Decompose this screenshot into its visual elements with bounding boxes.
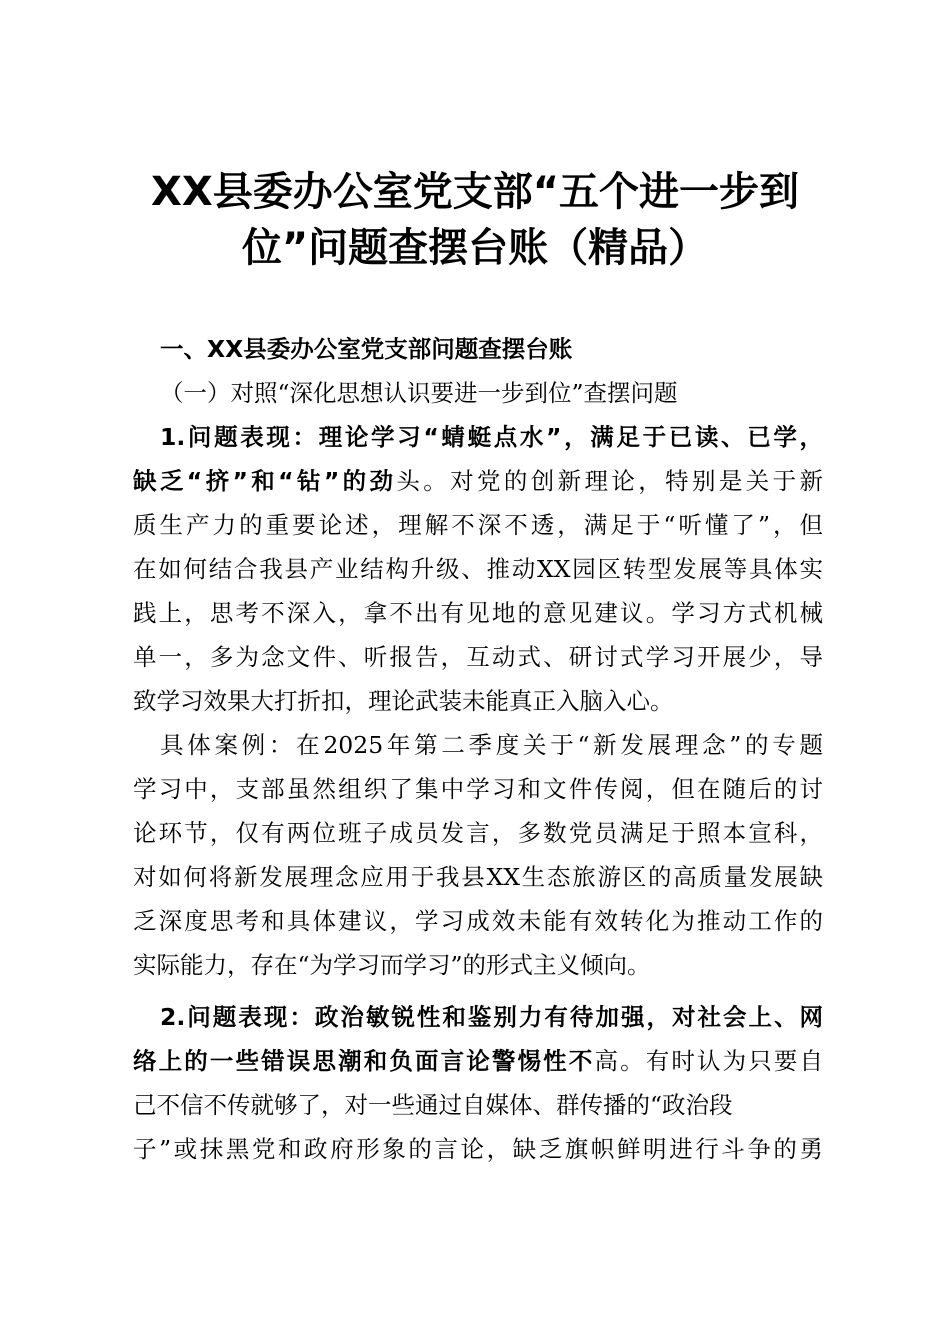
case1-line-3: 论环节，仅有两位班子成员发言，多数党员满足于照本宣科， xyxy=(133,819,823,847)
item1-line-7: 致学习效果大打折扣，理论武装未能真正入脑入心。 xyxy=(133,687,674,715)
item1-line-6: 单一，多为念文件、听报告，互动式、研讨式学习开展少，导 xyxy=(133,643,823,671)
item1-line-1 xyxy=(160,415,823,459)
item1-bold-text: 理论学习“蜻蜓点水”，满足于已读、已学， xyxy=(318,423,824,451)
item2-line-3: 己不信不传就够了，对一些通过自媒体、群传播的“政治段 xyxy=(133,1091,733,1119)
subsection-heading: （一）对照“深化思想认识要进一步到位”查摆问题 xyxy=(160,379,678,407)
section-heading: 一、XX县委办公室党支部问题查摆台账 xyxy=(160,335,573,363)
item2-bold-continuation: 络上的一些错误思潮和负面言论警惕性不 xyxy=(133,1047,595,1075)
case1-line-5: 乏深度思考和具体建议，学习成效未能有效转化为推动工作的 xyxy=(133,907,823,935)
item2-line-2 xyxy=(133,1039,823,1083)
item1-text-continuation: 头。对党的创新理论，特别是关于新 xyxy=(396,467,824,495)
item1-label: 1.问题表现： xyxy=(160,423,319,451)
item2-label: 2.问题表现： xyxy=(160,1003,315,1031)
case1-line-2: 学习中，支部虽然组织了集中学习和文件传阅，但在随后的讨 xyxy=(133,775,823,803)
item2-line-4: 子”或抹黑党和政府形象的言论，缺乏旗帜鲜明进行斗争的勇 xyxy=(133,1135,823,1163)
item2-bold-text: 政治敏锐性和鉴别力有待加强，对社会上、网 xyxy=(314,1003,824,1031)
case1-line-4: 对如何将新发展理念应用于我县XX生态旅游区的高质量发展缺 xyxy=(133,863,823,891)
item2-text-continuation: 高。有时认为只要自 xyxy=(594,1047,824,1075)
case1-line-1: 具体案例：在2025年第二季度关于“新发展理念”的专题 xyxy=(160,731,823,759)
item1-line-3: 质生产力的重要论述，理解不深不透，满足于“听懂了”，但 xyxy=(133,511,823,539)
item1-bold-continuation: 缺乏“挤”和“钻”的劲 xyxy=(133,467,397,495)
item1-line-4: 在如何结合我县产业结构升级、推动XX园区转型发展等具体实 xyxy=(133,555,823,583)
item1-line-5: 践上，思考不深入，拿不出有见地的意见建议。学习方式机械 xyxy=(133,599,823,627)
item2-line-1 xyxy=(160,995,823,1039)
document-title-line-2: 位”问题查摆台账（精品） xyxy=(241,225,709,271)
case1-line-6: 实际能力，存在“为学习而学习”的形式主义倾向。 xyxy=(133,951,651,979)
item1-line-2 xyxy=(133,459,823,503)
document-title-line-1: XX县委办公室党支部“五个进一步到 xyxy=(151,169,799,215)
